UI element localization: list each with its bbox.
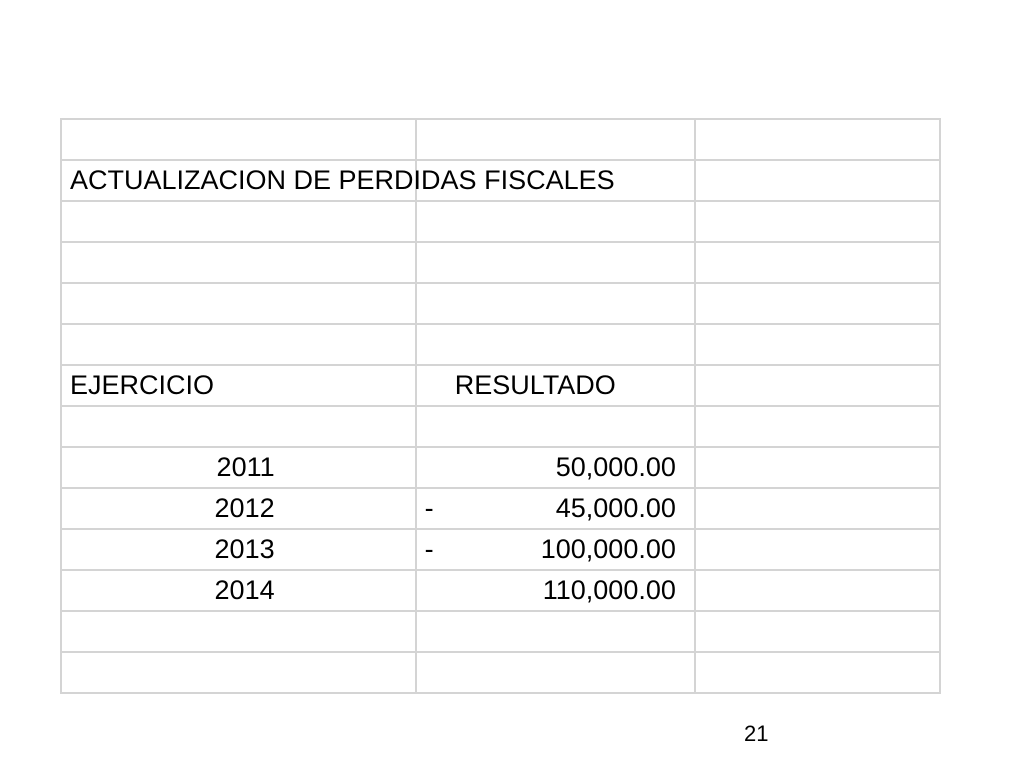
cell[interactable] (695, 529, 940, 570)
table-row (61, 529, 940, 570)
cell[interactable] (416, 119, 695, 160)
amount-sign: - (424, 493, 434, 523)
cell[interactable] (695, 611, 940, 652)
cell[interactable] (61, 406, 416, 447)
year-cell[interactable]: 2013 (61, 529, 416, 570)
empty-row (61, 652, 940, 693)
cell[interactable] (61, 119, 416, 160)
cell[interactable] (695, 406, 940, 447)
header-row (61, 365, 940, 406)
amount-sign: - (424, 534, 434, 564)
cell[interactable] (695, 160, 940, 201)
amount-cell[interactable] (416, 570, 695, 611)
amount-value: 110,000.00 (542, 575, 676, 605)
empty-row (61, 242, 940, 283)
header-resultado[interactable]: RESULTADO (416, 365, 695, 406)
cell[interactable] (695, 324, 940, 365)
spreadsheet-table (60, 118, 941, 694)
cell[interactable] (61, 652, 416, 693)
cell[interactable] (695, 488, 940, 529)
cell[interactable] (61, 242, 416, 283)
year-cell[interactable]: 2012 (61, 488, 416, 529)
table-row (61, 488, 940, 529)
sheet-title: ACTUALIZACION DE PERDIDAS FISCALES (70, 165, 615, 195)
year-cell[interactable]: 2011 (61, 447, 416, 488)
cell[interactable] (416, 611, 695, 652)
cell[interactable] (61, 324, 416, 365)
amount-cell[interactable] (416, 447, 695, 488)
cell[interactable] (416, 324, 695, 365)
cell[interactable] (695, 652, 940, 693)
empty-row (61, 119, 940, 160)
cell[interactable] (695, 365, 940, 406)
cell[interactable] (61, 611, 416, 652)
title-cell[interactable] (61, 160, 615, 201)
cell[interactable] (695, 447, 940, 488)
amount-value: 50,000.00 (555, 452, 676, 482)
title-row (61, 160, 940, 201)
table-row (61, 447, 940, 488)
empty-row (61, 201, 940, 242)
table-row (61, 570, 940, 611)
empty-row (61, 324, 940, 365)
cell[interactable] (695, 242, 940, 283)
empty-row (61, 611, 940, 652)
empty-row (61, 406, 940, 447)
year-cell[interactable]: 2014 (61, 570, 416, 611)
cell[interactable] (695, 570, 940, 611)
cell[interactable] (416, 406, 695, 447)
header-ejercicio[interactable]: EJERCICIO (61, 365, 416, 406)
cell[interactable] (416, 242, 695, 283)
amount-value: 45,000.00 (555, 493, 676, 523)
empty-row (61, 283, 940, 324)
cell[interactable] (695, 201, 940, 242)
cell[interactable] (416, 652, 695, 693)
cell[interactable] (416, 201, 695, 242)
cell[interactable] (61, 283, 416, 324)
cell[interactable] (416, 283, 695, 324)
amount-cell[interactable] (416, 529, 695, 570)
page-number: 21 (744, 721, 769, 746)
cell[interactable] (695, 119, 940, 160)
cell[interactable] (61, 201, 416, 242)
cell[interactable] (695, 283, 940, 324)
amount-value: 100,000.00 (540, 534, 676, 564)
amount-cell[interactable] (416, 488, 695, 529)
